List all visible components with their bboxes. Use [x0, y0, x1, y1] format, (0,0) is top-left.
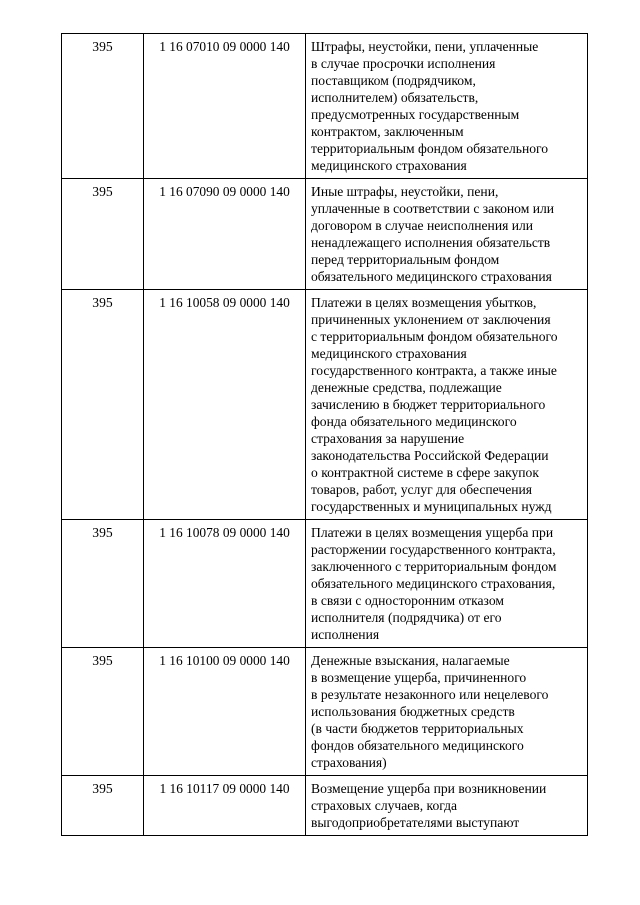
description-line: контрактом, заключенным [311, 124, 464, 139]
description-cell [306, 34, 588, 179]
description-line: с территориальным фондом обязательного [311, 329, 558, 344]
description-line: государственных и муниципальных нужд [311, 499, 552, 514]
description-line: Штрафы, неустойки, пени, уплаченные [311, 39, 539, 54]
admin-code-cell: 395 [62, 648, 144, 776]
description-line: (в части бюджетов территориальных [311, 721, 524, 736]
description-line: перед территориальным фондом [311, 252, 500, 267]
description-cell [306, 179, 588, 290]
budget-classification-table [61, 33, 588, 836]
description-line: товаров, работ, услуг для обеспечения [311, 482, 533, 497]
description-line: денежные средства, подлежащие [311, 380, 502, 395]
description-line: причиненных уклонением от заключения [311, 312, 551, 327]
description-line: медицинского страхования [311, 158, 467, 173]
description-line: выгодоприобретателями выступают [311, 815, 520, 830]
description-line: предусмотренных государственным [311, 107, 520, 122]
description-line: исполнителем) обязательств, [311, 90, 479, 105]
description-line: исполнения [311, 627, 380, 642]
description-line: фондов обязательного медицинского [311, 738, 524, 753]
description-line: Платежи в целях возмещения ущерба при [311, 525, 554, 540]
description-line: страхования) [311, 755, 387, 770]
description-line: договором в случае неисполнения или [311, 218, 534, 233]
table-row [62, 520, 588, 648]
budget-code-cell: 1 16 10117 09 0000 140 [144, 776, 306, 836]
description-line: заключенного с территориальным фондом [311, 559, 557, 574]
description-line: медицинского страхования [311, 346, 467, 361]
description-line: Денежные взыскания, налагаемые [311, 653, 510, 668]
description-line: законодательства Российской Федерации [311, 448, 549, 463]
table-row [62, 776, 588, 836]
description-line: поставщиком (подрядчиком, [311, 73, 476, 88]
table-row [62, 34, 588, 179]
budget-code-cell: 1 16 10100 09 0000 140 [144, 648, 306, 776]
admin-code-cell: 395 [62, 179, 144, 290]
description-line: в возмещение ущерба, причиненного [311, 670, 527, 685]
budget-code-cell: 1 16 10058 09 0000 140 [144, 290, 306, 520]
description-cell [306, 776, 588, 836]
description-line: страхования за нарушение [311, 431, 465, 446]
table-row [62, 179, 588, 290]
budget-code-cell: 1 16 07090 09 0000 140 [144, 179, 306, 290]
budget-code-cell: 1 16 10078 09 0000 140 [144, 520, 306, 648]
description-cell [306, 520, 588, 648]
admin-code-cell: 395 [62, 290, 144, 520]
description-line: обязательного медицинского страхования, [311, 576, 556, 591]
table-row [62, 648, 588, 776]
table-body [62, 34, 588, 836]
description-line: страховых случаев, когда [311, 798, 458, 813]
description-line: государственного контракта, а также иные [311, 363, 557, 378]
description-line: Платежи в целях возмещения убытков, [311, 295, 537, 310]
description-line: территориальным фондом обязательного [311, 141, 549, 156]
description-line: ненадлежащего исполнения обязательств [311, 235, 551, 250]
description-line: расторжении государственного контракта, [311, 542, 556, 557]
description-cell [306, 290, 588, 520]
description-line: в связи с односторонним отказом [311, 593, 504, 608]
description-line: в случае просрочки исполнения [311, 56, 496, 71]
description-line: исполнителя (подрядчика) от его [311, 610, 502, 625]
admin-code-cell: 395 [62, 520, 144, 648]
description-line: о контрактной системе в сфере закупок [311, 465, 539, 480]
admin-code-cell: 395 [62, 776, 144, 836]
description-line: обязательного медицинского страхования [311, 269, 552, 284]
description-line: в результате незаконного или нецелевого [311, 687, 549, 702]
description-line: зачислению в бюджет территориального [311, 397, 546, 412]
budget-code-cell: 1 16 07010 09 0000 140 [144, 34, 306, 179]
description-cell [306, 648, 588, 776]
description-line: использования бюджетных средств [311, 704, 515, 719]
admin-code-cell: 395 [62, 34, 144, 179]
description-line: Иные штрафы, неустойки, пени, [311, 184, 499, 199]
description-line: Возмещение ущерба при возникновении [311, 781, 547, 796]
description-line: уплаченные в соответствии с законом или [311, 201, 555, 216]
description-line: фонда обязательного медицинского [311, 414, 517, 429]
table-row [62, 290, 588, 520]
